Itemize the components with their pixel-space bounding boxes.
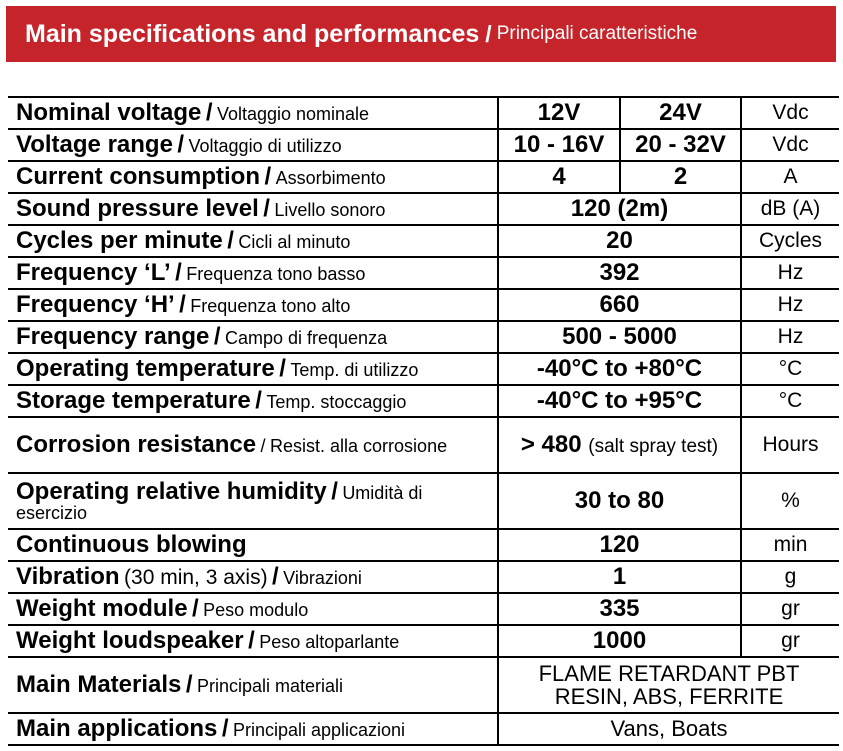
title-separator: / <box>485 20 492 47</box>
unit-cell: dB (A) <box>741 193 839 225</box>
unit-cell: Hours <box>741 417 839 473</box>
value-cell: 120 <box>498 529 741 561</box>
table-row <box>8 473 839 529</box>
table-row <box>8 353 839 385</box>
table-row <box>8 97 839 129</box>
unit-cell: g <box>741 561 839 593</box>
row-label: Cycles per minute / Cicli al minuto <box>8 225 498 257</box>
row-label: Continuous blowing <box>8 529 498 561</box>
section-header <box>6 6 836 62</box>
row-label: Main Materials / Principali materiali <box>8 657 498 713</box>
unit-cell: % <box>741 473 839 529</box>
table-row <box>8 561 839 593</box>
table-row <box>8 713 839 745</box>
table-row <box>8 321 839 353</box>
value-24v: 2 <box>620 161 741 193</box>
unit-cell: Hz <box>741 257 839 289</box>
table-row <box>8 289 839 321</box>
applications-cell: Vans, Boats <box>498 713 839 745</box>
table-row <box>8 417 839 473</box>
unit-cell: gr <box>741 625 839 657</box>
unit-cell: Cycles <box>741 225 839 257</box>
value-cell: 120 (2m) <box>498 193 741 225</box>
value-cell: 30 to 80 <box>498 473 741 529</box>
table-row <box>8 161 839 193</box>
row-label: Vibration (30 min, 3 axis) / Vibrazioni <box>8 561 498 593</box>
row-label: Voltage range / Voltaggio di utilizzo <box>8 129 498 161</box>
specifications-table <box>8 96 839 746</box>
table-row <box>8 225 839 257</box>
value-cell: > 480 (salt spray test) <box>498 417 741 473</box>
unit-cell: Hz <box>741 321 839 353</box>
unit-cell: A <box>741 161 839 193</box>
row-label: Corrosion resistance / Resist. alla corrosione <box>8 417 498 473</box>
unit-cell: gr <box>741 593 839 625</box>
value-cell: 392 <box>498 257 741 289</box>
row-label: Sound pressure level / Livello sonoro <box>8 193 498 225</box>
materials-cell: FLAME RETARDANT PBT RESIN, ABS, FERRITE <box>498 657 839 713</box>
row-label: Main applications / Principali applicazioni <box>8 713 498 745</box>
row-label: Nominal voltage / Voltaggio nominale <box>8 97 498 129</box>
value-12v: 4 <box>498 161 620 193</box>
unit-cell: Hz <box>741 289 839 321</box>
unit-cell: Vdc <box>741 97 839 129</box>
unit-cell: min <box>741 529 839 561</box>
value-cell: 660 <box>498 289 741 321</box>
unit-cell: Vdc <box>741 129 839 161</box>
value-cell: -40°C to +95°C <box>498 385 741 417</box>
row-label: Frequency range / Campo di frequenza <box>8 321 498 353</box>
table-row <box>8 257 839 289</box>
table-row <box>8 385 839 417</box>
row-label: Current consumption / Assorbimento <box>8 161 498 193</box>
table-row <box>8 129 839 161</box>
table-row <box>8 625 839 657</box>
value-cell: 500 - 5000 <box>498 321 741 353</box>
table-row <box>8 657 839 713</box>
row-label: Weight module / Peso modulo <box>8 593 498 625</box>
unit-cell: °C <box>741 385 839 417</box>
table-row <box>8 593 839 625</box>
row-label: Operating relative humidity / Umidità di esercizio <box>8 473 498 529</box>
row-label: Frequency ‘L’ / Frequenza tono basso <box>8 257 498 289</box>
value-12v: 12V <box>498 97 620 129</box>
value-cell: 335 <box>498 593 741 625</box>
value-cell: -40°C to +80°C <box>498 353 741 385</box>
row-label: Operating temperature / Temp. di utilizzo <box>8 353 498 385</box>
value-24v: 24V <box>620 97 741 129</box>
table-row <box>8 193 839 225</box>
value-24v: 20 - 32V <box>620 129 741 161</box>
row-label: Storage temperature / Temp. stoccaggio <box>8 385 498 417</box>
value-12v: 10 - 16V <box>498 129 620 161</box>
value-cell: 1000 <box>498 625 741 657</box>
section-subtitle: Principali caratteristiche <box>496 23 698 44</box>
value-cell: 1 <box>498 561 741 593</box>
table-row <box>8 529 839 561</box>
unit-cell: °C <box>741 353 839 385</box>
row-label: Weight loudspeaker / Peso altoparlante <box>8 625 498 657</box>
value-cell: 20 <box>498 225 741 257</box>
row-label: Frequency ‘H’ / Frequenza tono alto <box>8 289 498 321</box>
section-title: Main specifications and performances <box>25 19 480 48</box>
